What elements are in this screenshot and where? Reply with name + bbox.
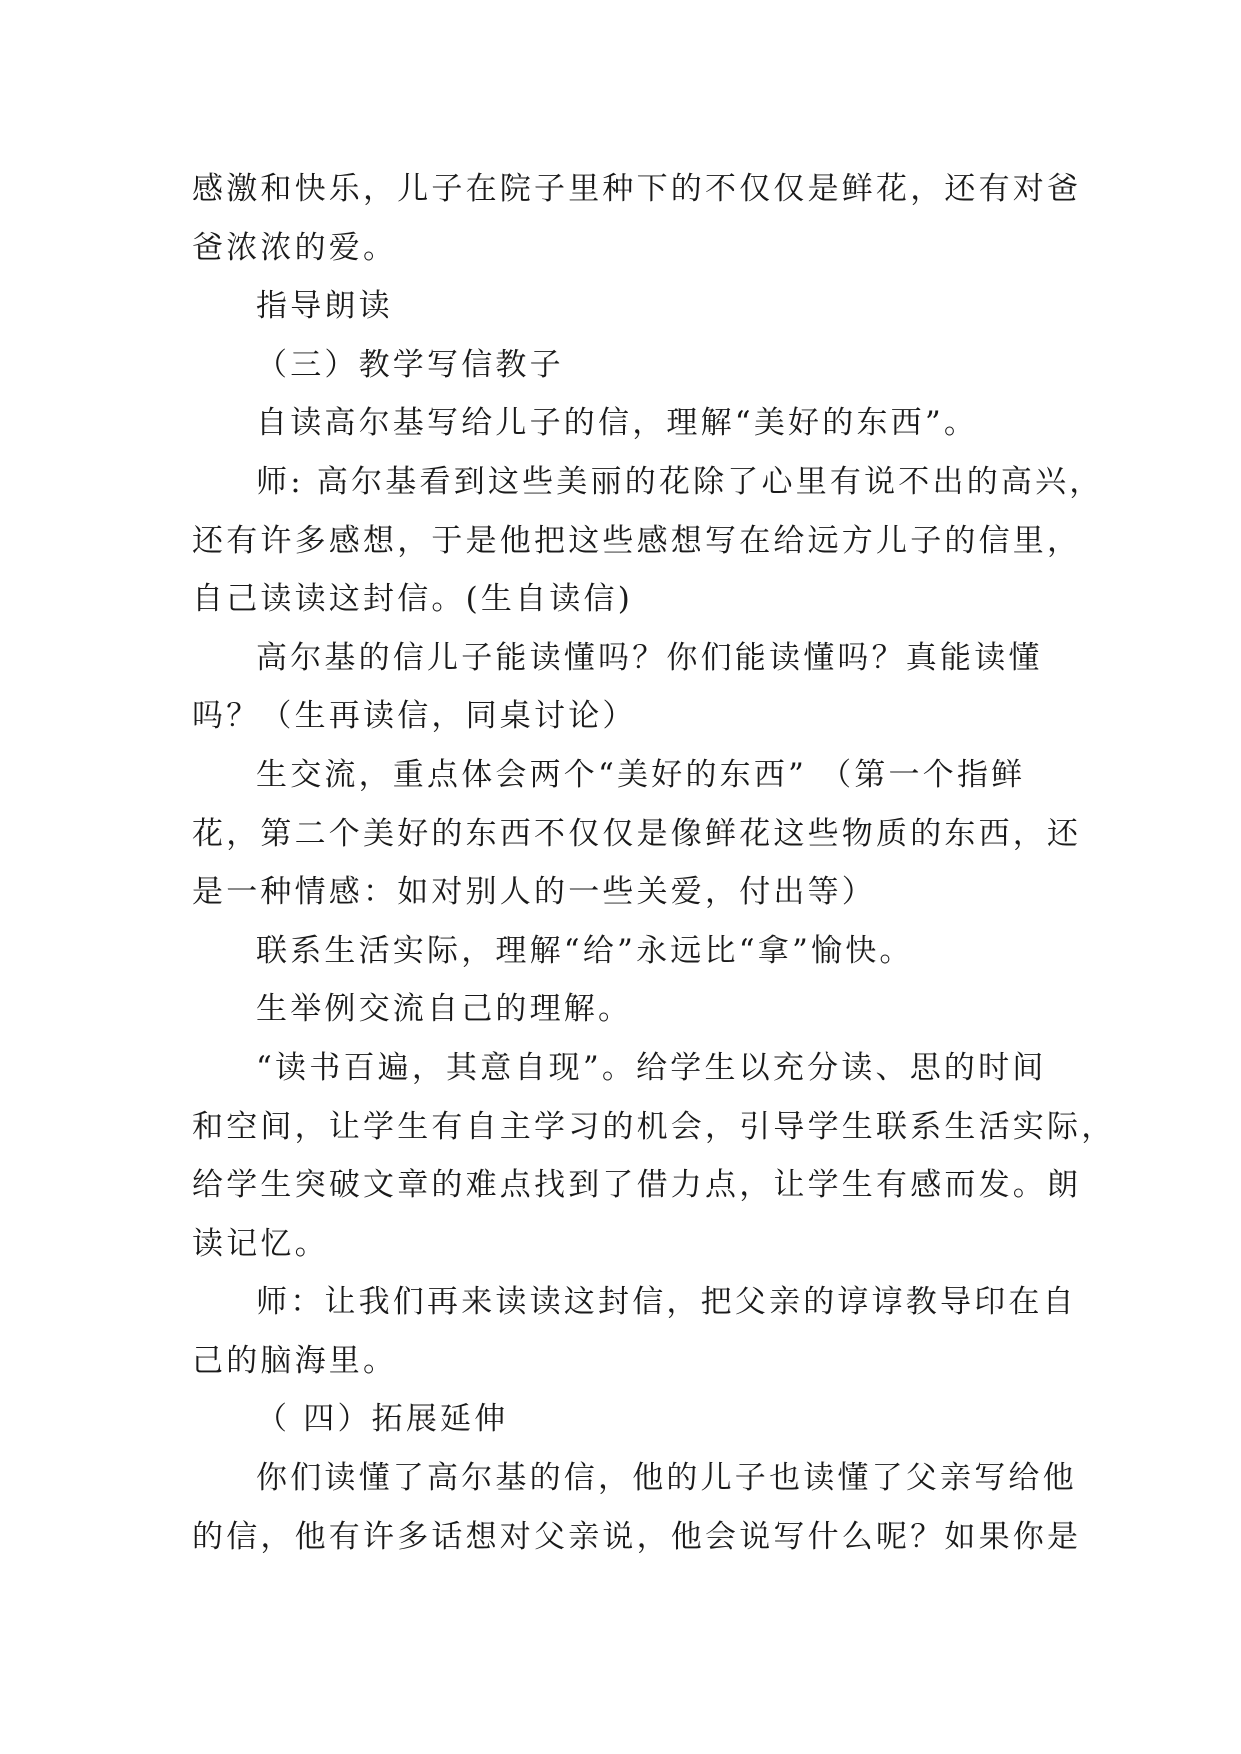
body-line: 自读高尔基写给儿子的信，理解“美好的东西”。 — [256, 405, 979, 442]
body-line: 花，第二个美好的东西不仅仅是像鲜花这些物质的东西，还 — [192, 815, 1082, 852]
document-body — [192, 160, 1116, 1566]
body-line: 联系生活实际，理解“给”永远比“拿”愉快。 — [256, 932, 914, 969]
body-line: 生举例交流自己的理解。 — [256, 991, 633, 1028]
body-line: 读记忆。 — [192, 1225, 329, 1262]
body-line: 自己读读这封信。(生自读信) — [192, 581, 633, 618]
body-line: 还有许多感想，于是他把这些感想写在给远方儿子的信里， — [192, 522, 1082, 559]
body-line: 爸浓浓的爱。 — [192, 229, 398, 266]
body-line: 师: 高尔基看到这些美丽的花除了心里有说不出的高兴， — [256, 463, 1104, 500]
body-line: 你们读懂了高尔基的信，他的儿子也读懂了父亲写给他 — [256, 1460, 1077, 1497]
section-heading: （三）教学写信教子 — [256, 346, 564, 383]
body-line: 师：让我们再来读读这封信，把父亲的谆谆教导印在自 — [256, 1284, 1077, 1321]
body-line: 指导朗读 — [256, 288, 393, 325]
body-line: 是一种情感：如对别人的一些关爱，付出等） — [192, 874, 876, 911]
body-line: 生交流，重点体会两个“美好的东西” （第一个指鲜 — [256, 756, 1026, 793]
section-heading: （ 四）拓展延伸 — [256, 1401, 509, 1438]
body-line: 的信，他有许多话想对父亲说，他会说写什么呢？如果你是 — [192, 1518, 1082, 1555]
body-line: 己的脑海里。 — [192, 1342, 398, 1379]
body-line: 和空间，让学生有自主学习的机会，引导学生联系生活实际， — [192, 1108, 1116, 1145]
body-line: “读书百遍，其意自现”。给学生以充分读、思的时间 — [256, 1049, 1047, 1086]
body-line: 感激和快乐，儿子在院子里种下的不仅仅是鲜花，还有对爸 — [192, 171, 1082, 207]
body-line: 高尔基的信儿子能读懂吗？你们能读懂吗？真能读懂 — [256, 639, 1043, 676]
body-line: 给学生突破文章的难点找到了借力点，让学生有感而发。朗 — [192, 1167, 1082, 1204]
body-line: 吗？（生再读信，同桌讨论） — [192, 698, 637, 735]
